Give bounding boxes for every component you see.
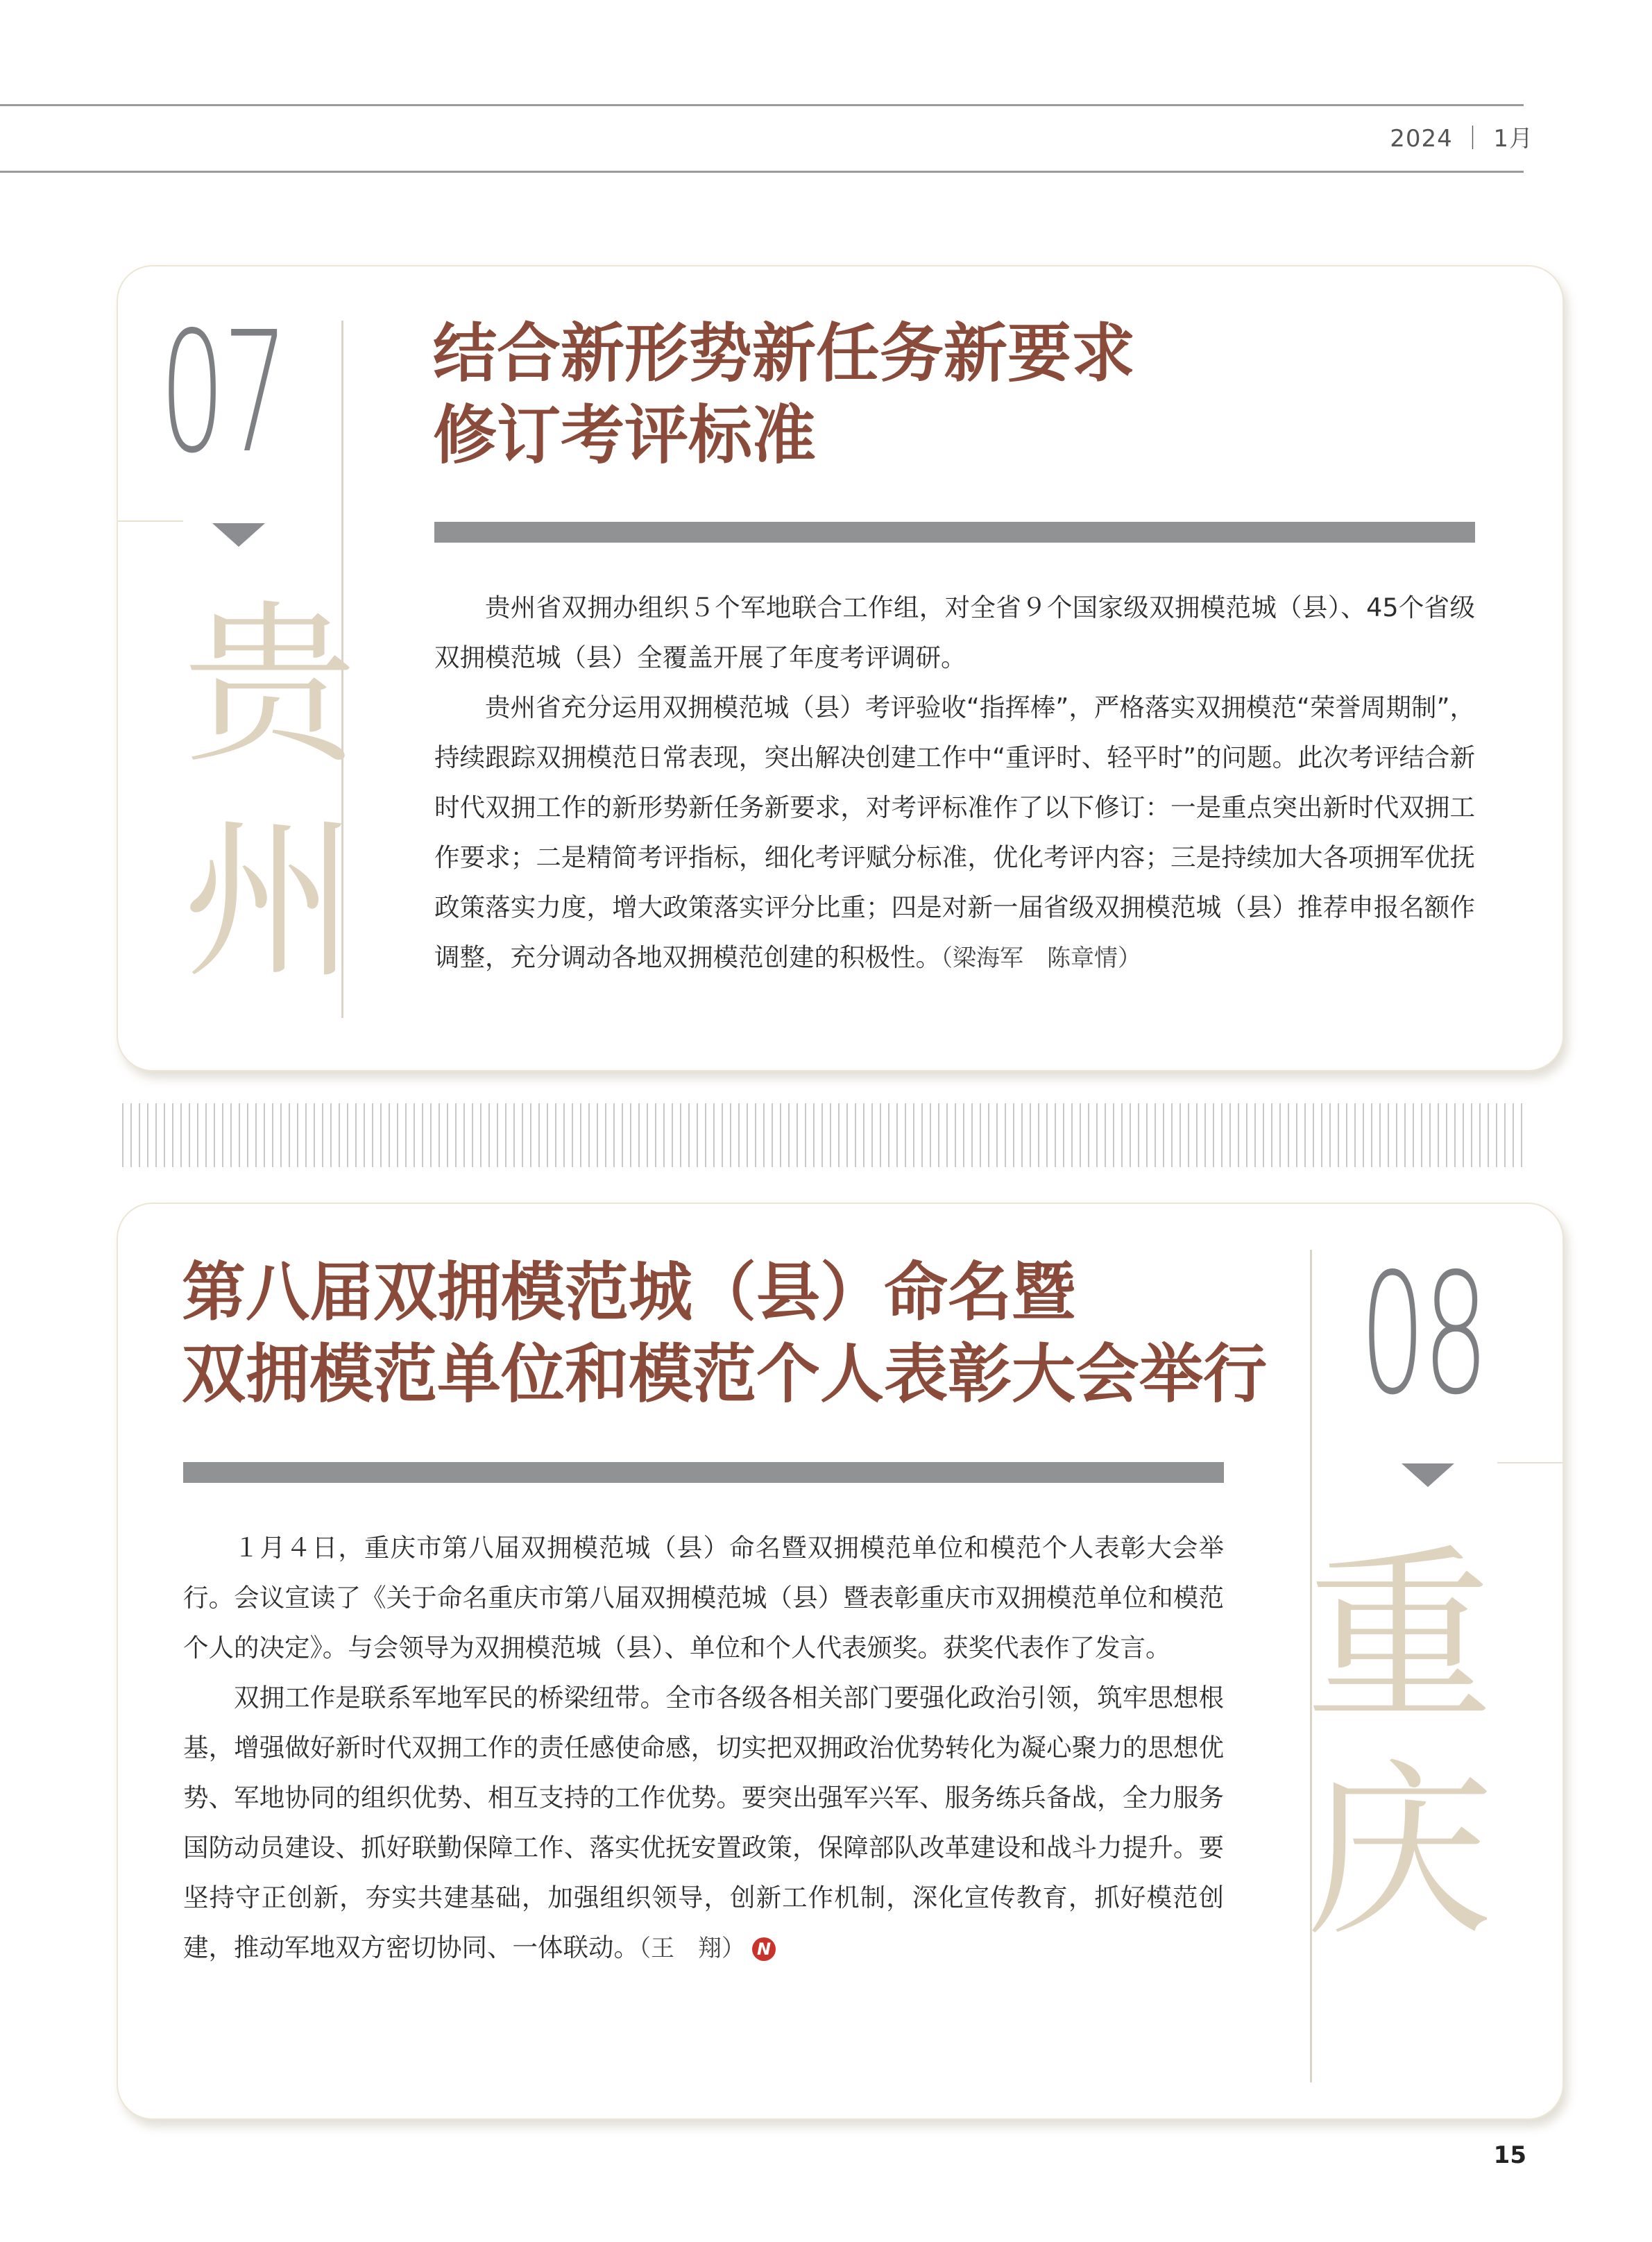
city-name-vertical: 重庆	[1306, 1528, 1493, 1962]
paragraph-text: 贵州省充分运用双拥模范城（县）考评验收“指挥棒”，严格落实双拥模范“荣誉周期制”，持续跟踪双拥模范日常表现，突出解决创建工作中“重评时、轻平时”的问题。此次考评结合新时代双拥工作的新形势新任务新要求，对考评标准作了以下修订：一是重点突出新时代双拥工作要求；二是精简考评指标，细化考评赋分标准，优化考评内容；三是持续加大各项拥军优抚政策落实力度，增大政策落实评分比重；四是对新一届省级双拥模范城（县）推荐申报名额作调整，充分调动各地双拥模范创建的积极性。	[434, 693, 1475, 972]
header-rule-bottom	[0, 171, 1524, 173]
paragraph-text: 双拥工作是联系军地军民的桥梁纽带。全市各级各相关部门要强化政治引领，筑牢思想根基，增强做好新时代双拥工作的责任感使命感，切实把双拥政治优势转化为凝心聚力的思想优势、军地协同的组织优势、相互支持的工作优势。要突出强军兴军、服务练兵备战，全力服务国防动员建设、抓好联勤保障工作、落实优抚安置政策，保障部队改革建设和战斗力提升。要坚持守正创新，夯实共建基础，加强组织领导，创新工作机制，深化宣传教育，抓好模范创建，推动军地双方密切协同、一体联动。	[183, 1683, 1224, 1962]
paragraph	[434, 683, 1475, 983]
side-rule	[118, 520, 183, 522]
article-card-08	[117, 1203, 1564, 2120]
title-line-2: 双拥模范单位和模范个人表彰大会举行	[182, 1336, 1268, 1411]
author-credit: （梁海军 陈章情）	[941, 944, 1141, 972]
author-credit: （王 翔）	[639, 1935, 745, 1962]
issue-date: 2024 ｜ 1月	[1390, 125, 1533, 153]
end-mark-icon: N	[752, 1937, 776, 1961]
article-card-07	[117, 265, 1564, 1071]
paragraph	[183, 1673, 1224, 1973]
paragraph: 贵州省双拥办组织５个军地联合工作组，对全省９个国家级双拥模范城（县）、45个省级双拥模范城（县）全覆盖开展了年度考评调研。	[434, 593, 1475, 672]
page-number: 15	[1493, 2141, 1526, 2169]
striped-separator	[122, 1103, 1525, 1167]
side-rule	[1497, 1462, 1562, 1463]
article-title	[433, 312, 1135, 476]
title-line-2: 修订考评标准	[433, 398, 817, 473]
triangle-marker-icon	[212, 523, 265, 547]
title-bar	[434, 522, 1475, 543]
paragraph: １月４日，重庆市第八届双拥模范城（县）命名暨双拥模范单位和模范个人表彰大会举行。会议宣读了《关于命名重庆市第八届双拥模范城（县）暨表彰重庆市双拥模范单位和模范个人的决定》。与会领导为双拥模范城（县）、单位和个人代表颁奖。获奖代表作了发言。	[183, 1533, 1224, 1663]
article-body	[183, 1523, 1224, 1973]
title-line-1: 第八届双拥模范城（县）命名暨	[182, 1255, 1076, 1330]
city-name-vertical: 贵州	[183, 585, 357, 1002]
title-line-1: 结合新形势新任务新要求	[433, 316, 1136, 391]
article-number: 07	[160, 296, 286, 490]
triangle-marker-icon	[1402, 1463, 1454, 1487]
article-body	[434, 583, 1475, 983]
article-number: 08	[1360, 1237, 1486, 1432]
title-bar	[183, 1462, 1224, 1483]
header-rule-top	[0, 104, 1524, 106]
article-title	[182, 1251, 1267, 1415]
